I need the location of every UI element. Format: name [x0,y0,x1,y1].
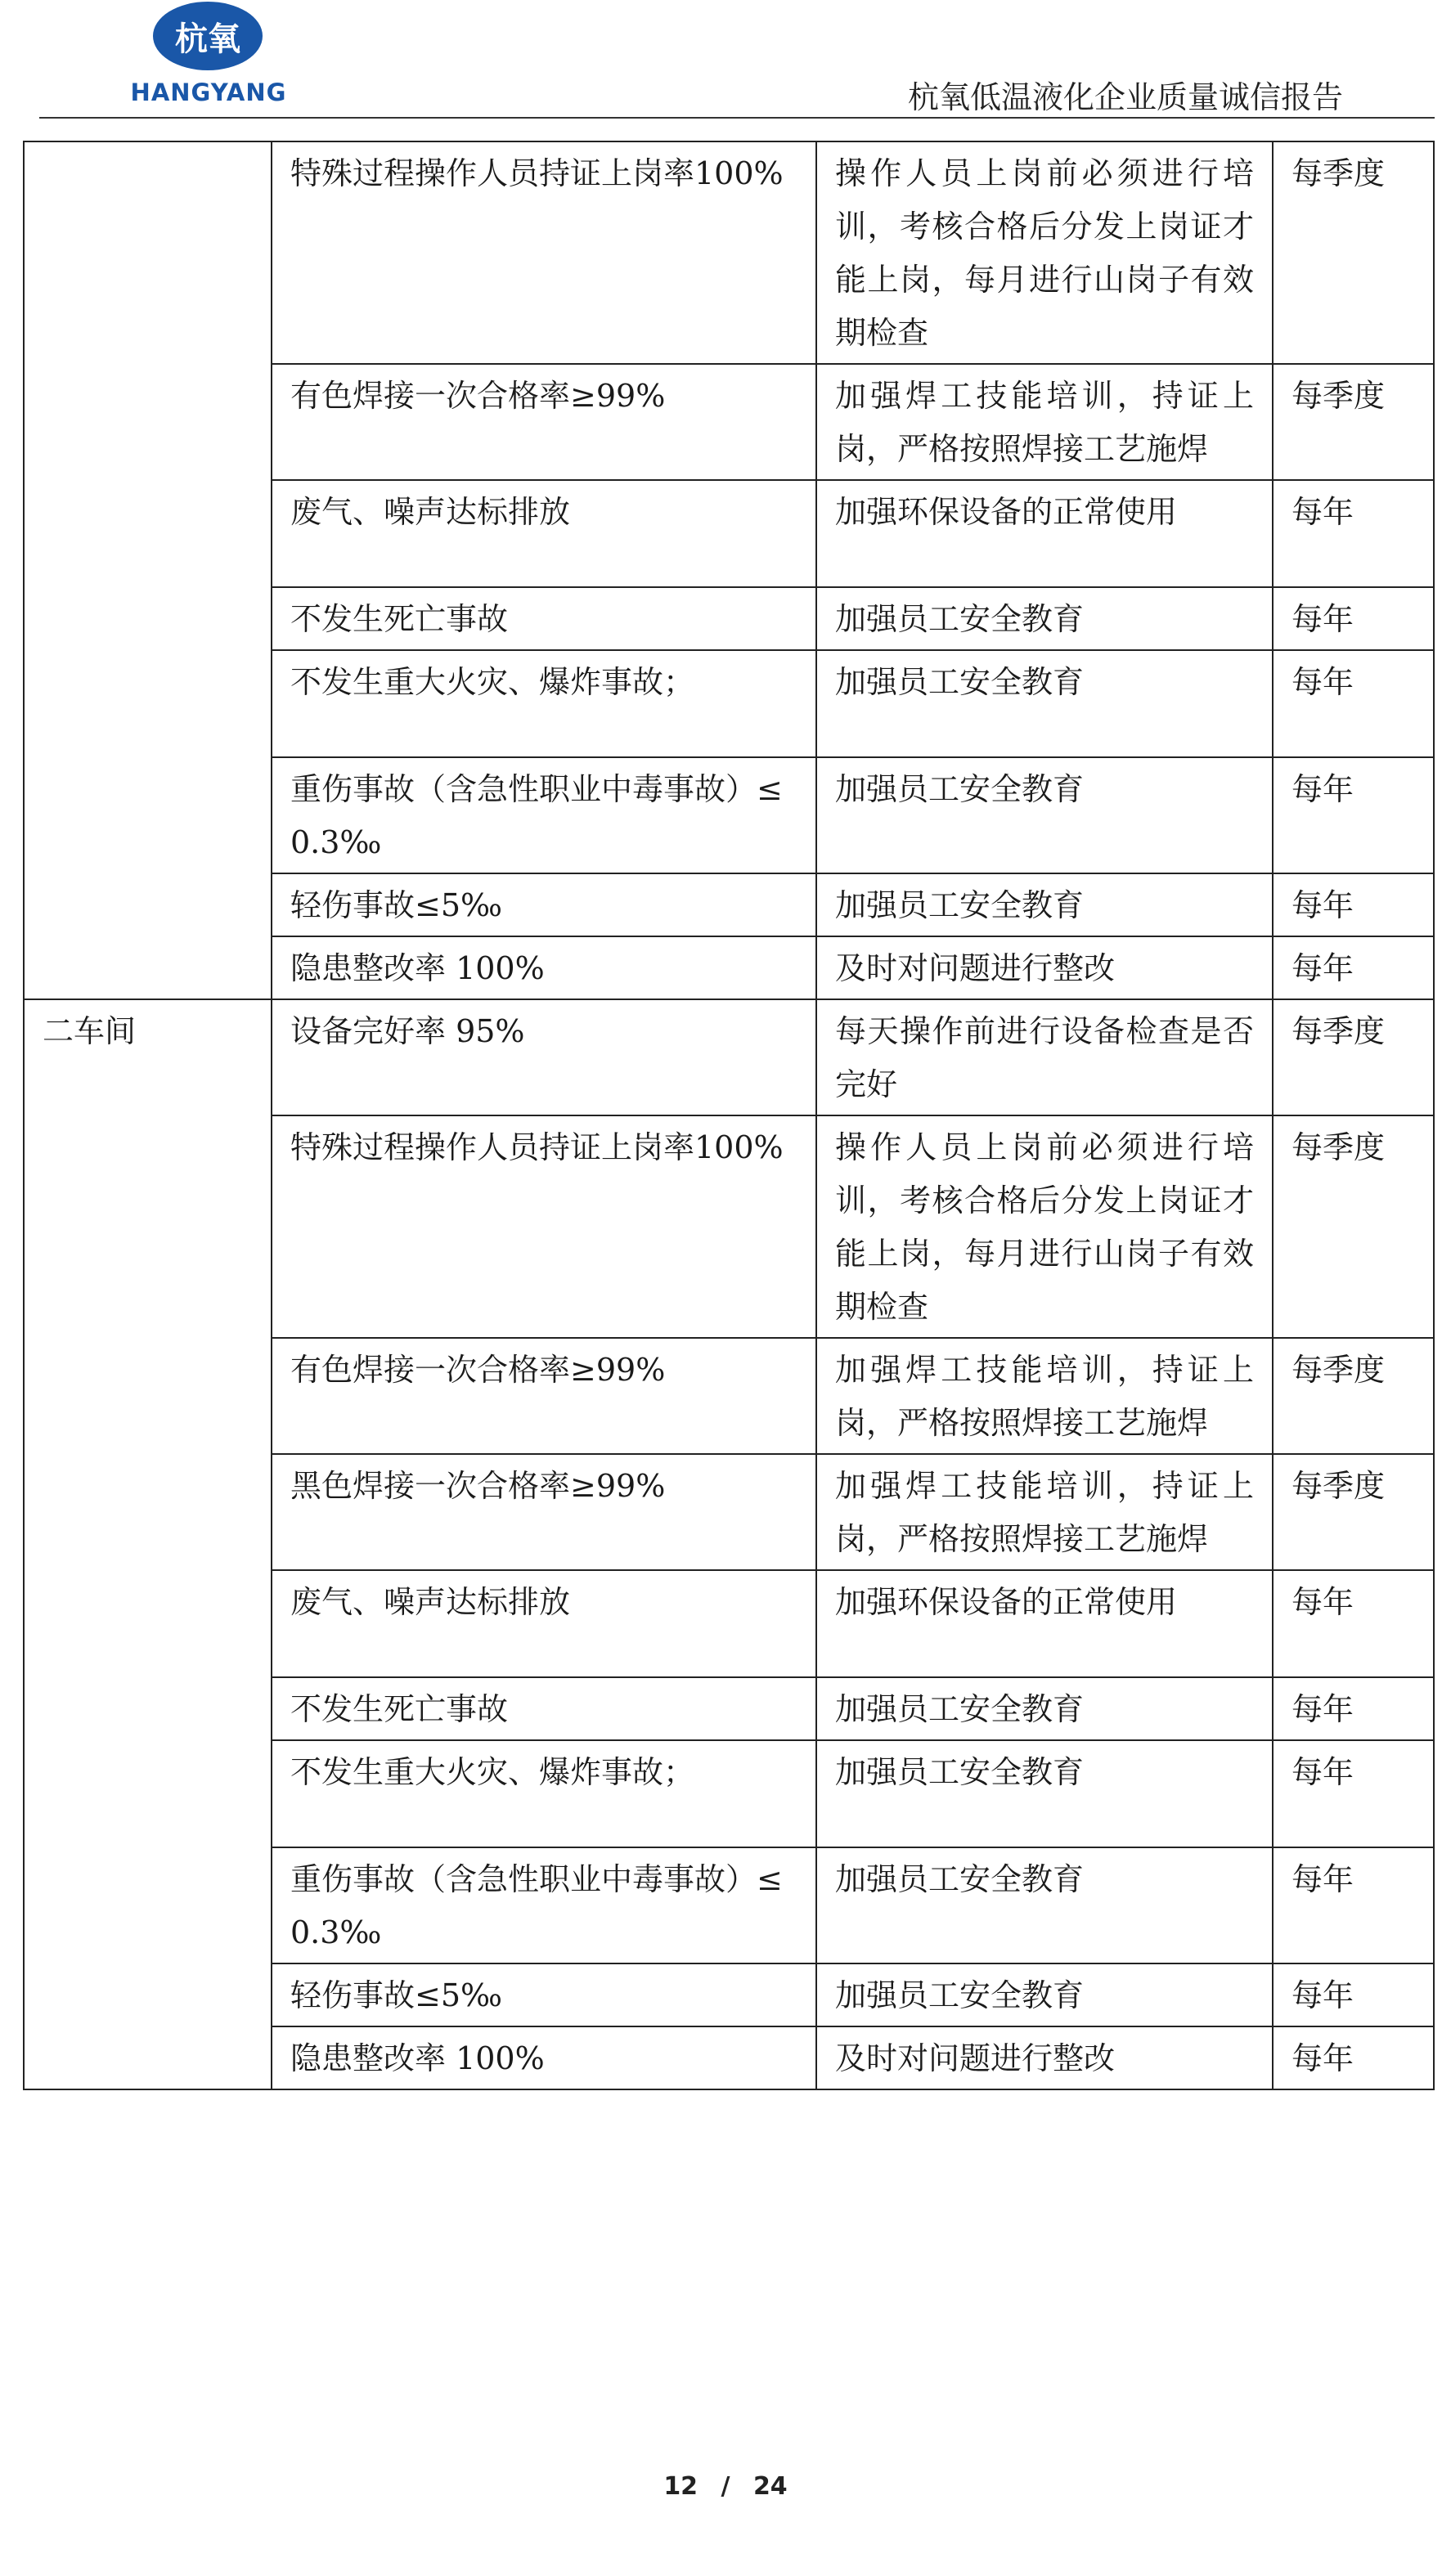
page-separator: / [721,2472,730,2501]
target-cell: 不发生死亡事故 [272,1677,816,1740]
frequency-cell: 每年 [1273,1677,1434,1740]
measure-cell: 每天操作前进行设备检查是否完好 [816,999,1273,1115]
frequency-cell: 每季度 [1273,364,1434,480]
table-row [24,999,1434,1115]
frequency-cell: 每年 [1273,650,1434,757]
frequency-cell: 每年 [1273,936,1434,999]
target-cell: 轻伤事故≤5‰ [272,1963,816,2026]
frequency-cell: 每年 [1273,2026,1434,2089]
measure-cell: 操作人员上岗前必须进行培训，考核合格后分发上岗证才能上岗，每月进行山岗子有效期检查 [816,1115,1273,1338]
frequency-cell: 每年 [1273,1570,1434,1677]
measure-cell: 加强员工安全教育 [816,587,1273,650]
logo-wordmark: HANGYANG [130,79,287,106]
target-cell: 重伤事故（含急性职业中毒事故）≤0.3‰ [272,1847,816,1963]
target-cell: 特殊过程操作人员持证上岗率100% [272,1115,816,1338]
measure-cell: 加强员工安全教育 [816,1847,1273,1963]
frequency-cell: 每年 [1273,480,1434,587]
logo-emblem: 杭氧 [153,2,263,70]
target-cell: 不发生死亡事故 [272,587,816,650]
target-cell: 隐患整改率 100% [272,936,816,999]
measure-cell: 及时对问题进行整改 [816,936,1273,999]
measure-cell: 及时对问题进行整改 [816,2026,1273,2089]
target-cell: 废气、噪声达标排放 [272,1570,816,1677]
target-cell: 重伤事故（含急性职业中毒事故）≤0.3‰ [272,757,816,873]
measure-cell: 加强环保设备的正常使用 [816,1570,1273,1677]
target-cell: 隐患整改率 100% [272,2026,816,2089]
frequency-cell: 每年 [1273,1963,1434,2026]
report-title: 杭氧低温液化企业质量诚信报告 [907,79,1343,115]
measure-cell: 加强员工安全教育 [816,1740,1273,1847]
target-cell: 设备完好率 95% [272,999,816,1115]
frequency-cell: 每年 [1273,757,1434,873]
page-number [0,2472,1451,2501]
table-body [24,141,1434,2089]
page-current: 12 [663,2472,699,2501]
frequency-cell: 每季度 [1273,1454,1434,1570]
frequency-cell: 每季度 [1273,141,1434,364]
table-row [24,141,1434,364]
measure-cell: 加强员工安全教育 [816,873,1273,936]
measure-cell: 加强员工安全教育 [816,1963,1273,2026]
target-cell: 废气、噪声达标排放 [272,480,816,587]
measure-cell: 加强环保设备的正常使用 [816,480,1273,587]
page-header [0,0,1451,123]
measure-cell: 加强员工安全教育 [816,650,1273,757]
target-cell: 不发生重大火灾、爆炸事故； [272,650,816,757]
department-cell: 二车间 [24,999,272,2089]
frequency-cell: 每年 [1273,1847,1434,1963]
department-cell [24,141,272,999]
measure-cell: 加强焊工技能培训，持证上岗，严格按照焊接工艺施焊 [816,1338,1273,1454]
quality-targets-table [23,141,1435,2090]
target-cell: 有色焊接一次合格率≥99% [272,1338,816,1454]
header-divider [39,117,1435,119]
page-total: 24 [752,2472,788,2501]
frequency-cell: 每年 [1273,873,1434,936]
frequency-cell: 每年 [1273,587,1434,650]
target-cell: 不发生重大火灾、爆炸事故； [272,1740,816,1847]
company-logo [123,2,294,112]
frequency-cell: 每季度 [1273,999,1434,1115]
target-cell: 轻伤事故≤5‰ [272,873,816,936]
measure-cell: 加强焊工技能培训，持证上岗，严格按照焊接工艺施焊 [816,364,1273,480]
measure-cell: 操作人员上岗前必须进行培训，考核合格后分发上岗证才能上岗，每月进行山岗子有效期检查 [816,141,1273,364]
frequency-cell: 每季度 [1273,1115,1434,1338]
measure-cell: 加强焊工技能培训，持证上岗，严格按照焊接工艺施焊 [816,1454,1273,1570]
frequency-cell: 每季度 [1273,1338,1434,1454]
target-cell: 黑色焊接一次合格率≥99% [272,1454,816,1570]
frequency-cell: 每年 [1273,1740,1434,1847]
target-cell: 有色焊接一次合格率≥99% [272,364,816,480]
target-cell: 特殊过程操作人员持证上岗率100% [272,141,816,364]
measure-cell: 加强员工安全教育 [816,1677,1273,1740]
measure-cell: 加强员工安全教育 [816,757,1273,873]
